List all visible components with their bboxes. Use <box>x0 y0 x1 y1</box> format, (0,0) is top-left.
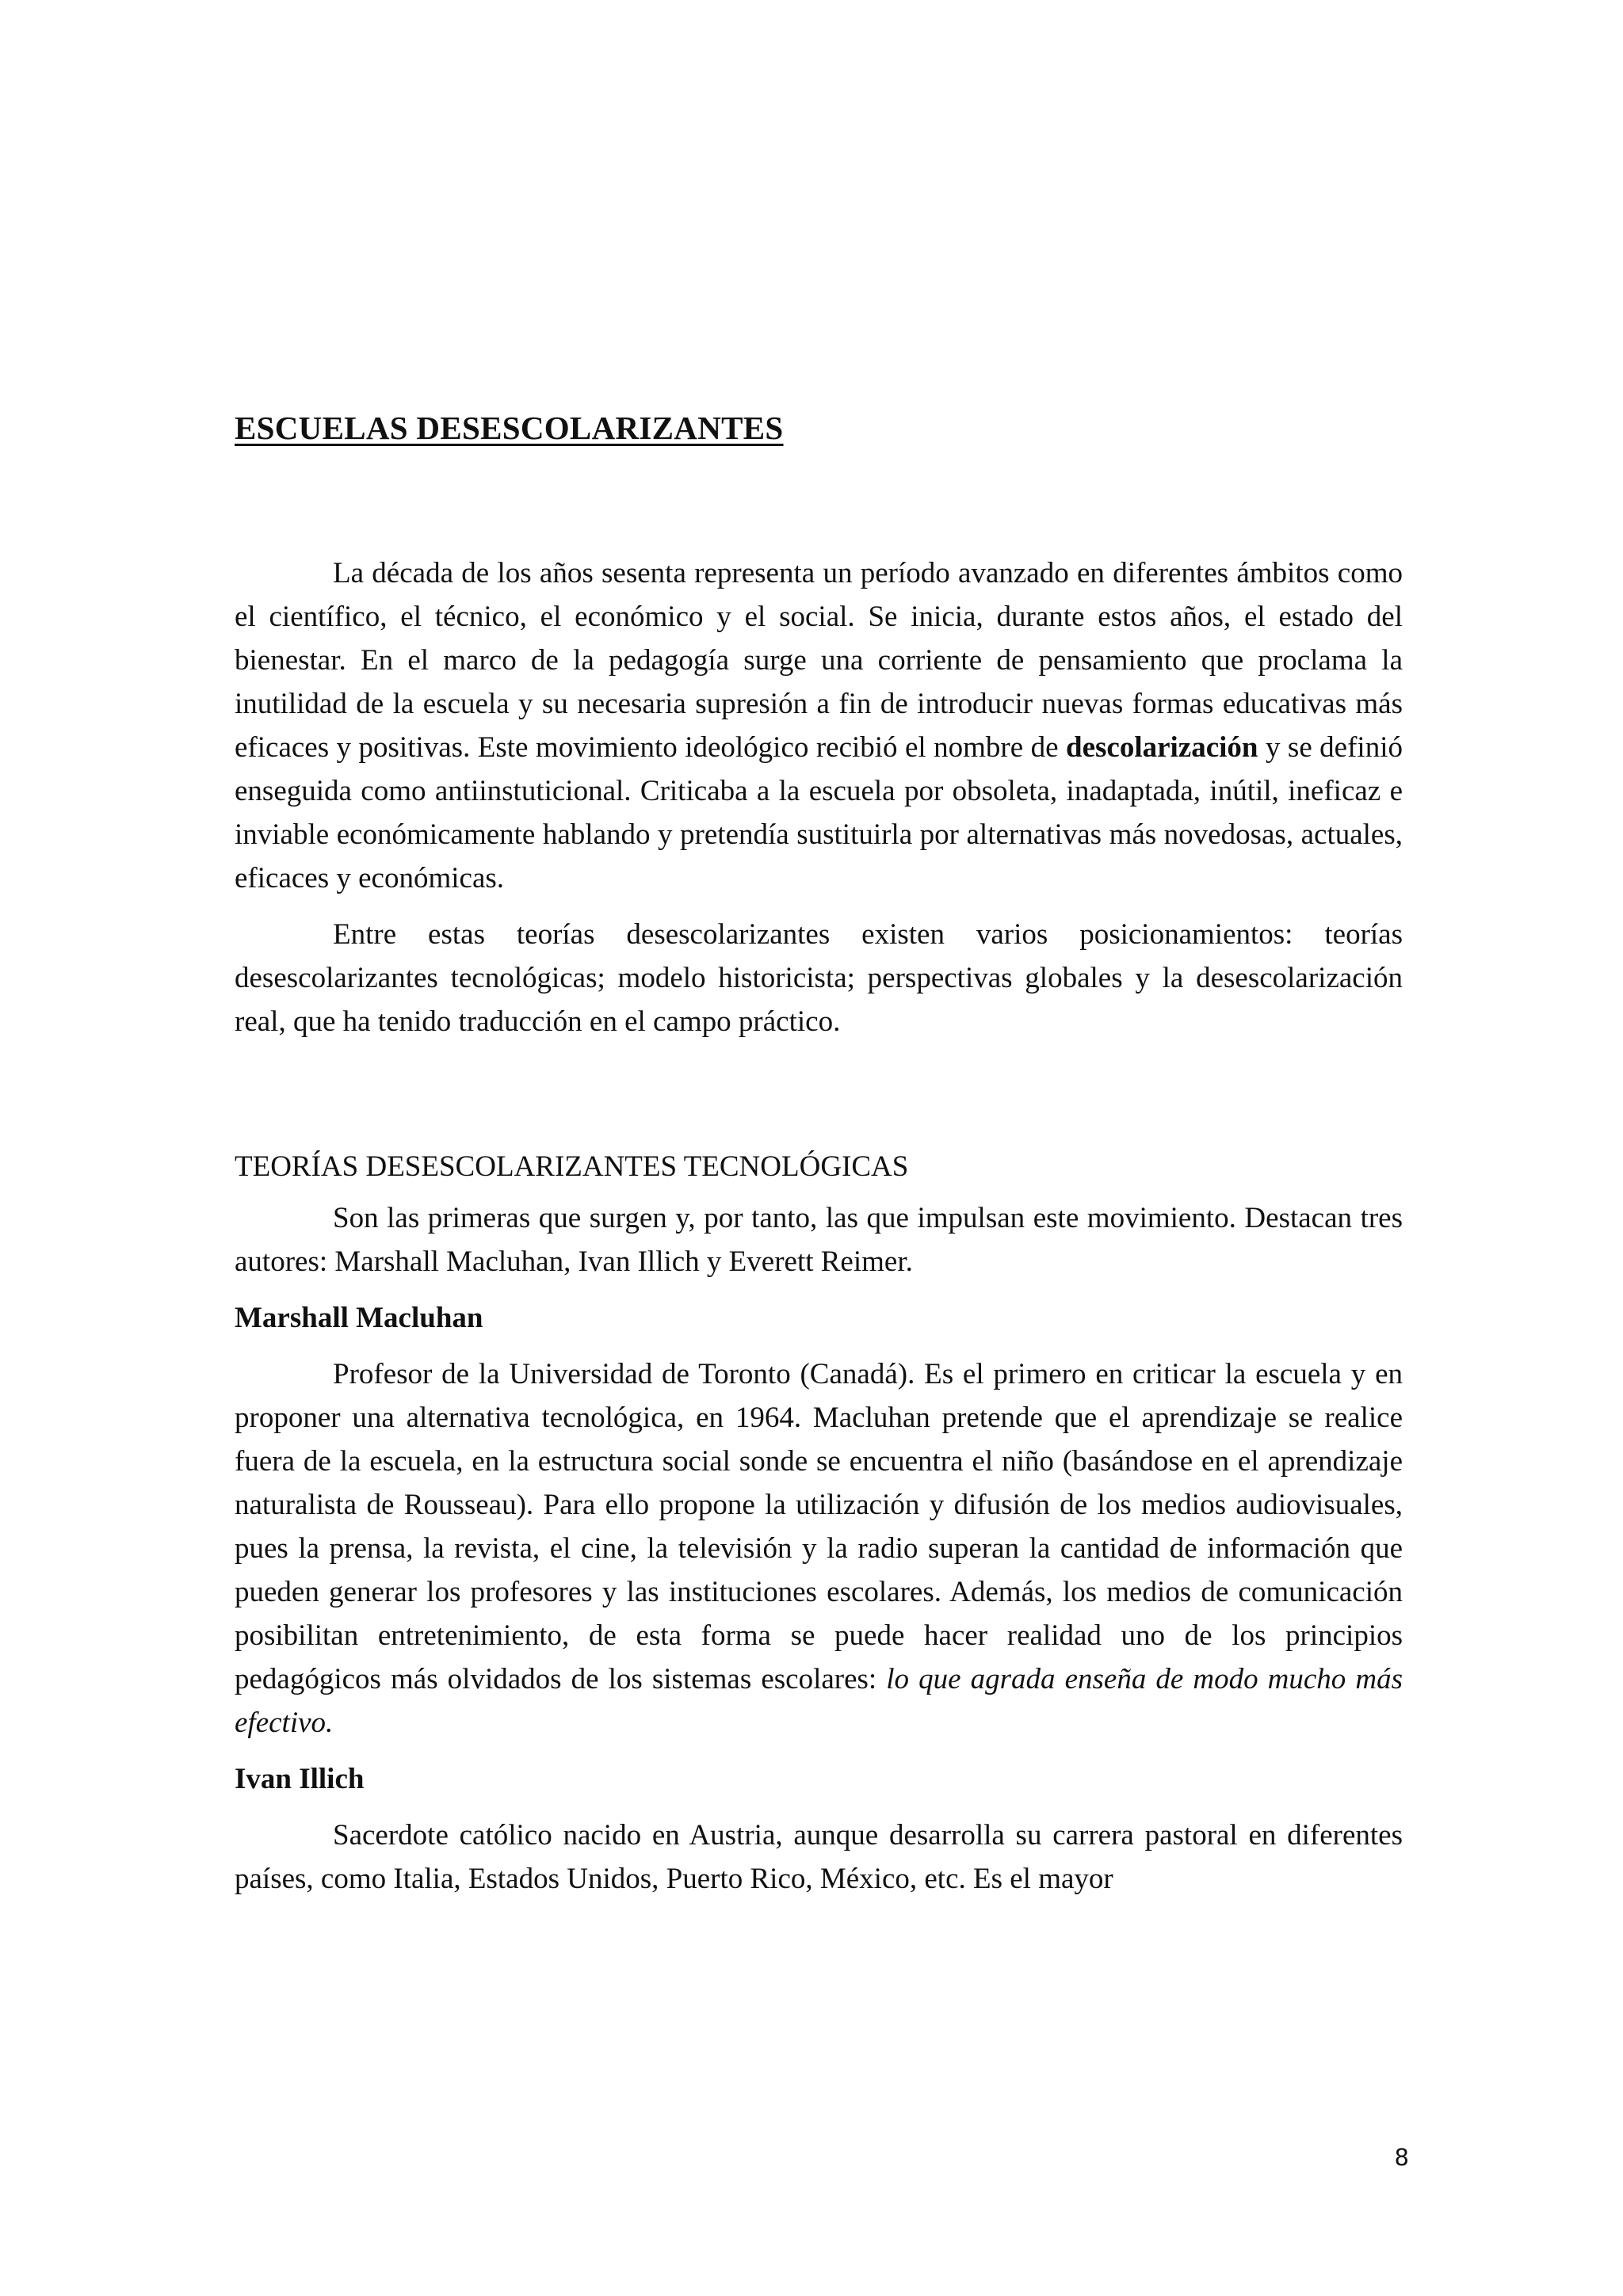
subheading-illich: Ivan Illich <box>235 1763 365 1795</box>
document-body <box>235 551 1403 1901</box>
intro-text-2: y se definió enseguida como antiinstuticional. Criticaba a la escuela por obsoleta, inadaptada, inútil, ineficaz e inviable económicamente hablando y pretendía sustituirla por alternativas más novedosas, actuales, eficaces y económicas. <box>235 731 1403 894</box>
descolarizacion-term: descolarización <box>1066 731 1258 764</box>
intro-text-1: La década de los años sesenta representa un período avanzado en diferentes ámbitos como el científico, el técnico, el económico y el social. Se inicia, durante estos años, el estado del bienestar. En el marco de la pedagogía surge una corriente de pensamiento que proclama la inutilidad de la escuela y su necesaria supresión a fin de introducir nuevas formas educativas más eficaces y positivas. Este movimiento ideológico recibió el nombre de <box>235 557 1403 764</box>
macluhan-text: Profesor de la Universidad de Toronto (Canadá). Es el primero en criticar la escuela y en proponer una alternativa tecnológica, en 1964. Macluhan pretende que el aprendizaje se realice fuera de la escuela, en la estructura social sonde se encuentra el niño (basándose en el aprendizaje naturalista de Rousseau). Para ello propone la utilización y difusión de los medios audiovisuales, pues la prensa, la revista, el cine, la televisión y la radio superan la cantidad de información que pueden generar los profesores y las instituciones escolares. Además, los medios de comunicación posibilitan entretenimiento, de esta forma se puede hacer realidad uno de los principios pedagógicos más olvidados de los sistemas escolares: <box>235 1358 1403 1695</box>
page-title: ESCUELAS DESESCOLARIZANTES <box>235 410 784 446</box>
macluhan-paragraph <box>235 1352 1403 1745</box>
illich-paragraph: Sacerdote católico nacido en Austria, aunque desarrolla su carrera pastoral en diferentes países, como Italia, Estados Unidos, Puerto Rico, México, etc. Es el mayor <box>235 1819 1403 1895</box>
section-heading-tecnologicas: TEORÍAS DESESCOLARIZANTES TECNOLÓGICAS <box>235 1150 909 1183</box>
intro-paragraph-1 <box>235 551 1403 900</box>
section-paragraph: Son las primeras que surgen y, por tanto, las que impulsan este movimiento. Destacan tres autores: Marshall Macluhan, Ivan Illich y Everett Reimer. <box>235 1202 1403 1278</box>
intro-paragraph-2: Entre estas teorías desescolarizantes existen varios posicionamientos: teorías desescolarizantes tecnológicas; modelo historicista; perspectivas globales y la desescolarización real, que ha tenido traducción en el campo práctico. <box>235 918 1403 1038</box>
page-number: 8 <box>1394 2144 1409 2171</box>
subheading-macluhan: Marshall Macluhan <box>235 1302 483 1334</box>
macluhan-quote: lo que agrada enseña de modo mucho más efectivo. <box>235 1663 1403 1739</box>
